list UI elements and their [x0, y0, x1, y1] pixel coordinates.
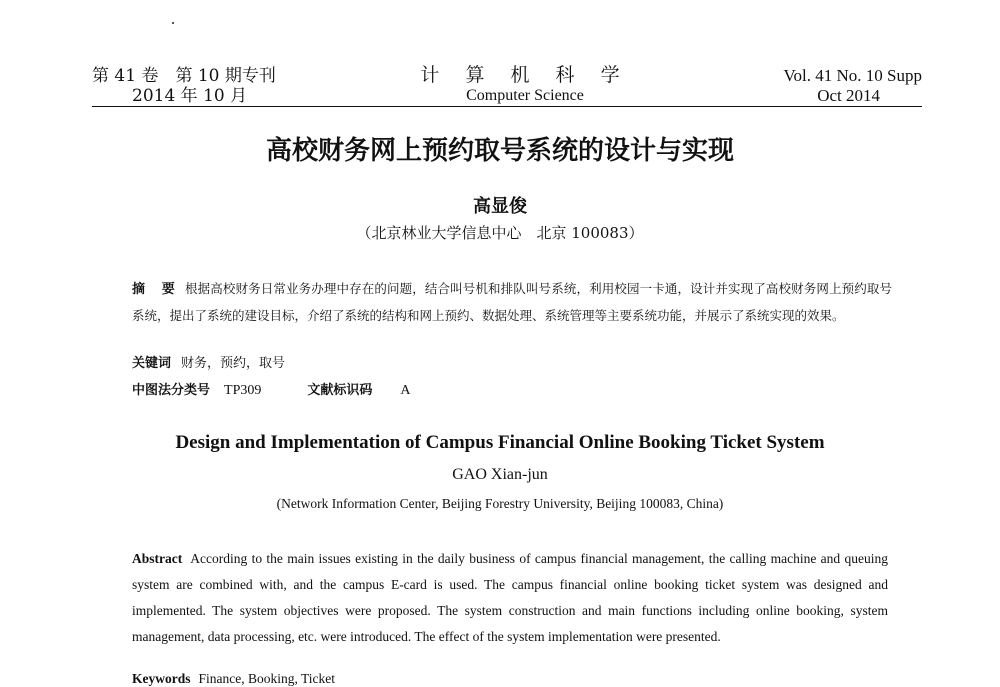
volume-issue: 第 41 卷 第 10 期专刊 [92, 66, 276, 86]
journal-volume-info-en [783, 66, 922, 106]
paper-title-en: Design and Implementation of Campus Financial Online Booking Ticket System [175, 432, 825, 453]
abstract-cn [132, 276, 892, 329]
abstract-cn-label: 摘 要 [132, 282, 181, 297]
keywords-en-label: Keywords [132, 671, 191, 686]
volume-issue-en: Vol. 41 No. 10 Supp [783, 66, 922, 85]
abstract-en-label: Abstract [132, 551, 183, 566]
keywords-en [132, 671, 335, 687]
doc-code-value: A [400, 383, 411, 398]
publication-date-cn: 2014 年 10 月 [132, 86, 248, 106]
journal-volume-info [92, 66, 276, 106]
affiliation-en: (Network Information Center, Beijing Forestry University, Beijing 100083, China) [276, 496, 724, 511]
clc-value: TP309 [224, 383, 262, 398]
author-name-cn: 高显俊 [473, 196, 527, 217]
header-rule [92, 106, 922, 107]
author-name-en: GAO Xian-jun [452, 466, 548, 483]
paper-title-cn: 高校财务网上预约取号系统的设计与实现 [265, 136, 734, 166]
abstract-cn-text: 根据高校财务日常业务办理中存在的问题，结合叫号机和排队叫号系统，利用校园一卡通，设计并实现了高校财务网上预约取号系统，提出了系统的建设目标，介绍了系统的结构和网上预约、数据处理、系统管理等主要系统功能，并展示了系统实现的效果。 [132, 281, 892, 323]
abstract-en [132, 546, 888, 650]
classification-line [132, 379, 411, 399]
scan-speck [172, 22, 174, 24]
journal-name-cn: 计 算 机 科 学 [420, 64, 630, 86]
abstract-en-text: According to the main issues existing in the daily business of campus financial management, the calling machine and queuing system are combined with, and the campus E-card is used. The campus financial online booking ticket system was designed and implemented. The system objectives were proposed. The system construction and main functions including online booking, system management, data processing, etc. were introduced. The effect of the system implementation were presented. [132, 551, 888, 644]
keywords-cn [132, 352, 285, 371]
keywords-cn-label: 关键词 [132, 356, 172, 371]
doc-code-label: 文献标识码 [307, 383, 373, 398]
publication-date-en: Oct 2014 [817, 86, 880, 105]
affiliation-cn: （北京林业大学信息中心 北京 100083） [356, 224, 644, 242]
keywords-en-text: Finance, Booking, Ticket [198, 671, 336, 686]
journal-name-en: Computer Science [466, 87, 584, 104]
journal-name [400, 64, 650, 105]
keywords-cn-text: 财务，预约，取号 [181, 356, 286, 371]
clc-label: 中图法分类号 [132, 383, 211, 398]
